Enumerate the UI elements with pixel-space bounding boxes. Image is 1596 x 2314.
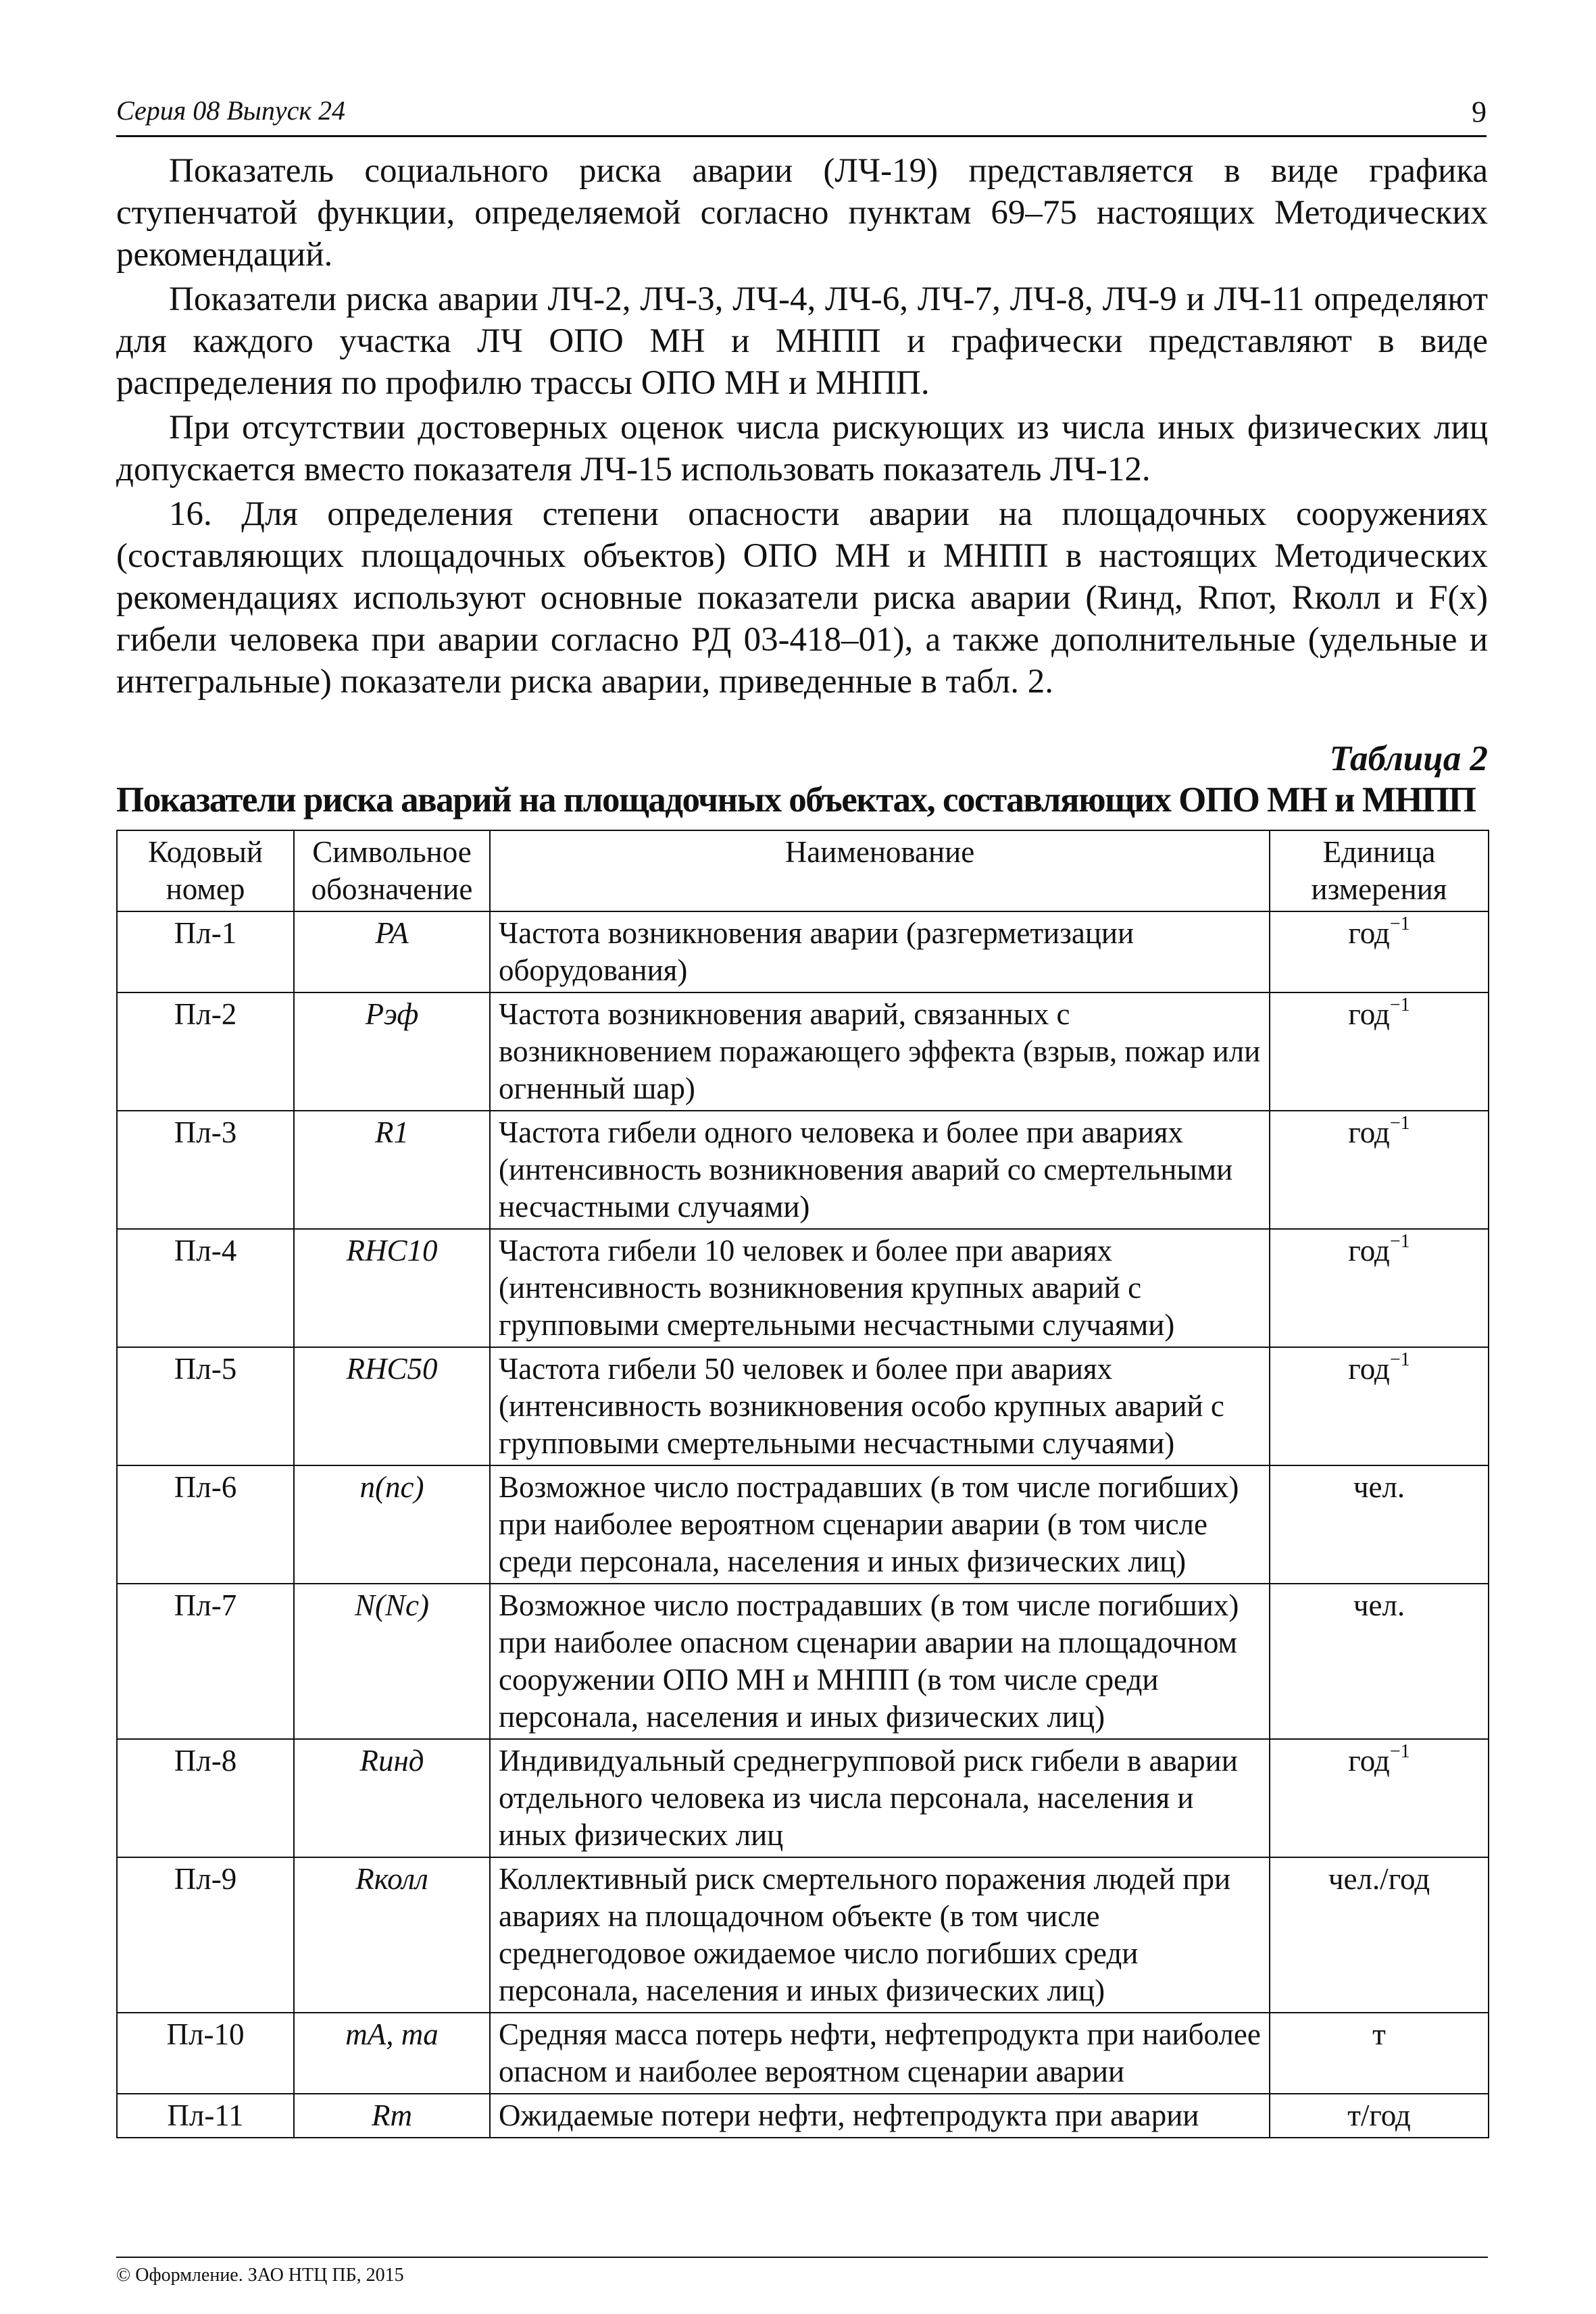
paragraph: 16. Для определения степени опасности аварии на площадочных сооружениях (составляющих площадочных объектов) ОПО МН и МНПП в настоящих Методических рекомендациях используют основные показатели риска аварии (Rинд, Rпот, Rколл и F(x) гибели человека при аварии согласно РД 03-418–01), а также дополнительные (удельные и интегральные) показатели риска аварии, приведенные в табл. 2. xyxy=(116,495,1488,701)
row-code xyxy=(117,992,294,1111)
row-code-text: Пл-2 xyxy=(174,997,237,1031)
row-symbol-text: n(nc) xyxy=(359,1470,424,1504)
row-code-text: Пл-1 xyxy=(174,916,237,950)
row-symbol xyxy=(294,1739,490,1857)
row-code-text: Пл-10 xyxy=(166,2017,245,2051)
row-unit xyxy=(1270,992,1489,1111)
row-unit xyxy=(1270,911,1489,992)
table-row xyxy=(117,1739,1489,1857)
header-code: Кодовый номер xyxy=(117,830,294,911)
row-code xyxy=(117,2013,294,2094)
running-header xyxy=(116,95,1487,137)
footer: © Оформление. ЗАО НТЦ ПБ, 2015 xyxy=(116,2257,1488,2286)
row-code-text: Пл-6 xyxy=(174,1470,237,1504)
row-unit-text: чел. xyxy=(1353,1470,1405,1504)
row-symbol xyxy=(294,992,490,1111)
row-code-text: Пл-8 xyxy=(174,1744,237,1778)
row-symbol xyxy=(294,2013,490,2094)
row-name-text: Возможное число пострадавших (в том числе погибших) при наиболее вероятном сценарии аварии (в том числе среди персонала, населения и иных физических лиц) xyxy=(499,1470,1239,1578)
row-symbol xyxy=(294,1229,490,1347)
row-unit-exponent: −1 xyxy=(1389,1231,1410,1252)
row-name xyxy=(490,2094,1270,2138)
row-code-text: Пл-4 xyxy=(174,1234,237,1267)
row-unit-text: чел./год xyxy=(1328,1862,1430,1896)
row-symbol xyxy=(294,1465,490,1584)
row-name-text: Частота возникновения аварий, связанных с возникновением поражающего эффекта (взрыв, пожар или огненный шар) xyxy=(499,997,1261,1105)
row-unit-text: год xyxy=(1348,1744,1390,1778)
row-unit-text: чел. xyxy=(1353,1588,1405,1622)
row-name xyxy=(490,1111,1270,1229)
row-code xyxy=(117,2094,294,2138)
row-unit xyxy=(1270,1229,1489,1347)
row-unit-text: год xyxy=(1348,1352,1390,1386)
table-label: Таблица 2 xyxy=(1329,739,1488,778)
table-body xyxy=(117,911,1489,2138)
row-unit xyxy=(1270,2013,1489,2094)
row-unit-exponent: −1 xyxy=(1389,995,1410,1015)
row-symbol-text: Rинд xyxy=(359,1744,424,1778)
row-unit xyxy=(1270,1465,1489,1584)
row-unit-exponent: −1 xyxy=(1389,913,1410,934)
row-code xyxy=(117,1229,294,1347)
row-symbol xyxy=(294,1111,490,1229)
page-number: 9 xyxy=(1472,95,1487,128)
row-unit xyxy=(1270,1111,1489,1229)
row-symbol-text: mA, ma xyxy=(345,2017,439,2051)
row-symbol-text: RНС50 xyxy=(346,1352,438,1386)
row-code xyxy=(117,1739,294,1857)
row-name-text: Частота гибели 50 человек и более при авариях (интенсивность возникновения особо крупных аварий с групповыми смертельными несчастными случаями) xyxy=(499,1352,1224,1460)
row-code-text: Пл-7 xyxy=(174,1588,237,1622)
row-symbol-text: Pэф xyxy=(365,997,419,1031)
row-name-text: Частота гибели 10 человек и более при авариях (интенсивность возникновения крупных аварий с групповыми смертельными несчастными случаями) xyxy=(499,1234,1175,1342)
row-unit xyxy=(1270,2094,1489,2138)
table-row xyxy=(117,1465,1489,1584)
row-symbol xyxy=(294,911,490,992)
row-unit-text: год xyxy=(1348,997,1390,1031)
row-name-text: Средняя масса потерь нефти, нефтепродукта при наиболее опасном и наиболее вероятном сценарии аварии xyxy=(499,2017,1261,2088)
row-name-text: Частота возникновения аварии (разгерметизации оборудования) xyxy=(499,916,1134,987)
row-name xyxy=(490,2013,1270,2094)
row-code xyxy=(117,1857,294,2013)
table-header-row xyxy=(117,830,1489,911)
row-unit-text: т/год xyxy=(1347,2098,1411,2132)
header-symbol: Символьное обозначение xyxy=(294,830,490,911)
row-symbol-text: Rколл xyxy=(355,1862,428,1896)
row-name-text: Индивидуальный среднегрупповой риск гибели в аварии отдельного человека из числа персонала, населения и иных физических лиц xyxy=(499,1744,1238,1852)
row-symbol-text: N(Nc) xyxy=(355,1588,429,1622)
row-unit xyxy=(1270,1347,1489,1465)
row-code xyxy=(117,1465,294,1584)
paragraph: Показатели риска аварии ЛЧ-2, ЛЧ-3, ЛЧ-4, ЛЧ-6, ЛЧ-7, ЛЧ-8, ЛЧ-9 и ЛЧ-11 определяют для каждого участка ЛЧ ОПО МН и МНПП и графически представляют в виде распределения по профилю трассы ОПО МН и МНПП. xyxy=(116,280,1488,402)
row-code-text: Пл-11 xyxy=(167,2098,244,2132)
row-name xyxy=(490,1465,1270,1584)
row-unit-exponent: −1 xyxy=(1389,1349,1410,1370)
row-symbol-text: Rm xyxy=(372,2098,412,2132)
row-name xyxy=(490,1584,1270,1739)
row-unit-text: год xyxy=(1348,916,1390,950)
row-unit-text: год xyxy=(1348,1234,1390,1267)
row-code-text: Пл-5 xyxy=(174,1352,237,1386)
table-title: Показатели риска аварий на площадочных объектах, составляющих ОПО МН и МНПП xyxy=(116,780,1476,820)
row-symbol xyxy=(294,1347,490,1465)
row-unit xyxy=(1270,1584,1489,1739)
row-symbol xyxy=(294,1857,490,2013)
row-symbol xyxy=(294,2094,490,2138)
row-code-text: Пл-3 xyxy=(174,1115,237,1149)
row-name xyxy=(490,911,1270,992)
paragraph: При отсутствии достоверных оценок числа рискующих из числа иных физических лиц допускается вместо показателя ЛЧ-15 использовать показатель ЛЧ-12. xyxy=(116,409,1488,488)
table-row xyxy=(117,1347,1489,1465)
row-symbol-text: R1 xyxy=(375,1115,409,1149)
row-code-text: Пл-9 xyxy=(174,1862,237,1896)
header-name: Наименование xyxy=(490,830,1270,911)
row-symbol xyxy=(294,1584,490,1739)
table-row xyxy=(117,1111,1489,1229)
row-name-text: Возможное число пострадавших (в том числе погибших) при наиболее опасном сценарии аварии на площадочном сооружении ОПО МН и МНПП (в том числе среди персонала, населения и иных физических лиц) xyxy=(499,1588,1239,1734)
row-unit-text: год xyxy=(1348,1115,1390,1149)
row-unit xyxy=(1270,1739,1489,1857)
header-unit: Единица измерения xyxy=(1270,830,1489,911)
row-name xyxy=(490,1347,1270,1465)
row-code xyxy=(117,1347,294,1465)
table-row xyxy=(117,992,1489,1111)
row-name xyxy=(490,1857,1270,2013)
row-name-text: Коллективный риск смертельного поражения людей при авариях на площадочном объекте (в том числе среднегодовое ожидаемое число погибших среди персонала, населения и иных физических лиц) xyxy=(499,1862,1231,2007)
risk-indicators-table xyxy=(116,830,1489,2138)
row-name xyxy=(490,1229,1270,1347)
row-name-text: Частота гибели одного человека и более при авариях (интенсивность возникновения аварий со смертельными несчастными случаями) xyxy=(499,1115,1233,1224)
row-name-text: Ожидаемые потери нефти, нефтепродукта при аварии xyxy=(499,2098,1199,2132)
paragraph: Показатель социального риска аварии (ЛЧ-19) представляется в виде графика ступенчатой функции, определяемой согласно пунктам 69–75 настоящих Методических рекомендаций. xyxy=(116,152,1488,274)
row-unit xyxy=(1270,1857,1489,2013)
table-row xyxy=(117,1584,1489,1739)
row-unit-text: т xyxy=(1372,2017,1386,2051)
table-row xyxy=(117,1857,1489,2013)
row-code xyxy=(117,1111,294,1229)
table-row xyxy=(117,1229,1489,1347)
table-row xyxy=(117,2094,1489,2138)
row-symbol-text: PA xyxy=(375,916,409,950)
table-row xyxy=(117,2013,1489,2094)
table-row xyxy=(117,911,1489,992)
row-name xyxy=(490,1739,1270,1857)
row-unit-exponent: −1 xyxy=(1389,1113,1410,1134)
row-symbol-text: RНС10 xyxy=(346,1234,438,1267)
row-code xyxy=(117,1584,294,1739)
row-name xyxy=(490,992,1270,1111)
body-text xyxy=(116,150,1488,705)
row-unit-exponent: −1 xyxy=(1389,1741,1410,1762)
series-title: Серия 08 Выпуск 24 xyxy=(116,95,346,126)
row-code xyxy=(117,911,294,992)
